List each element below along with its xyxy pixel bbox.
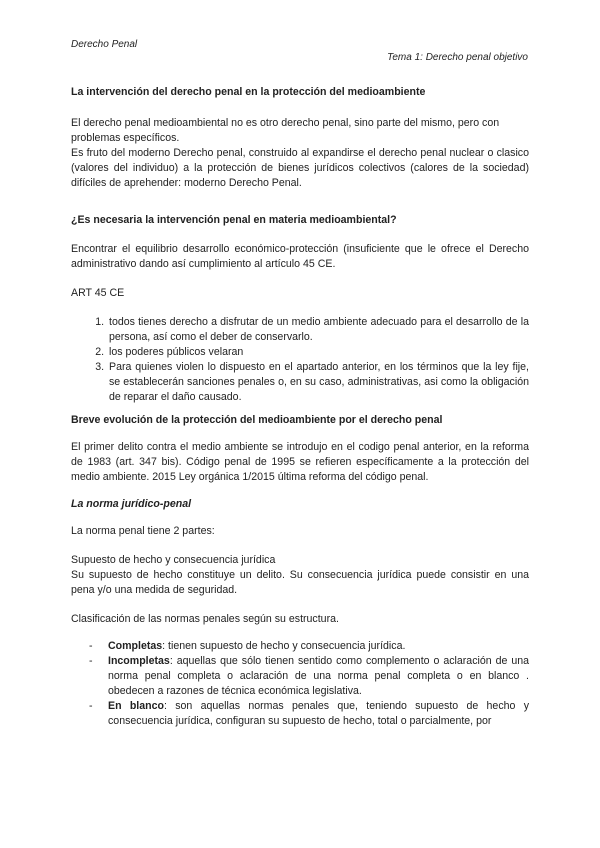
term-label: Completas [108, 640, 163, 652]
section-4-paragraph: Clasificación de las normas penales según su estructura. [71, 613, 339, 625]
art-45-list [71, 315, 529, 405]
term-label: Incompletas [108, 655, 170, 667]
section-2-title: ¿Es necesaria la intervención penal en materia medioambiental? [71, 214, 397, 226]
section-3-title: Breve evolución de la protección del medioambiente por el derecho penal [71, 414, 443, 426]
term-label: En blanco [108, 700, 164, 712]
section-4-paragraph: Supuesto de hecho y consecuencia jurídica [71, 554, 276, 566]
section-4-title: La norma jurídico-penal [71, 498, 192, 510]
list-item: 3. Para quienes violen lo dispuesto en el apartado anterior, en los términos que la ley fije, se establecerán sanciones penales o, en su caso, administrativas, asi como la obligación de reparar el daño causado. [107, 360, 529, 405]
header-right: Tema 1: Derecho penal objetivo [387, 52, 528, 63]
section-4-paragraph: Su supuesto de hecho constituye un delito. Su consecuencia jurídica puede consistir en una pena y/o una medida de seguridad. [71, 569, 529, 596]
classification-list [71, 639, 529, 729]
list-item [71, 699, 529, 729]
document-body [71, 85, 529, 729]
section-4-paragraph: La norma penal tiene 2 partes: [71, 525, 215, 537]
list-item: 2. los poderes públicos velaran [107, 345, 529, 360]
section-1-title: La intervención del derecho penal en la protección del medioambiente [71, 86, 426, 98]
list-item: 1. todos tienes derecho a disfrutar de un medio ambiente adecuado para el desarrollo de la persona, así como el deber de conservarlo. [107, 315, 529, 345]
section-3-paragraph: El primer delito contra el medio ambiente se introdujo en el codigo penal anterior, en la reforma de 1983 (art. 347 bis). Código penal de 1995 se refieren específicamente a la protección del medio ambiente. 2015 Ley orgánica 1/2015 última reforma del código penal. [71, 441, 529, 483]
section-1-paragraph: Es fruto del moderno Derecho penal, construido al expandirse el derecho penal nuclear o clasico (valores del individuo) a la protección de bienes jurídicos colectivos (calores de la sociedad) difíciles de aprehender: moderno Derecho Penal. [71, 147, 529, 189]
term-text: : aquellas que sólo tienen sentido como complemento o aclaración de una norma penal completa o aclaración de una norma penal completa o en blanco . obedecen a razones de técnica económica legislativa. [108, 655, 529, 697]
list-item [71, 654, 529, 699]
art-45-label: ART 45 CE [71, 287, 125, 299]
term-text: : son aquellas normas penales que, teniendo supuesto de hecho y consecuencia jurídica, configuran su supuesto de hecho, total o parcialmente, por [108, 700, 529, 727]
list-item [71, 639, 529, 654]
header-left: Derecho Penal [71, 39, 138, 50]
section-1-paragraph: El derecho penal medioambiental no es otro derecho penal, sino parte del mismo, pero con problemas específicos. [71, 117, 500, 144]
term-text: : tienen supuesto de hecho y consecuencia jurídica. [162, 640, 406, 652]
section-2-paragraph: Encontrar el equilibrio desarrollo económico-protección (insuficiente que le ofrece el Derecho administrativo dando así cumplimiento al artículo 45 CE. [71, 243, 529, 270]
